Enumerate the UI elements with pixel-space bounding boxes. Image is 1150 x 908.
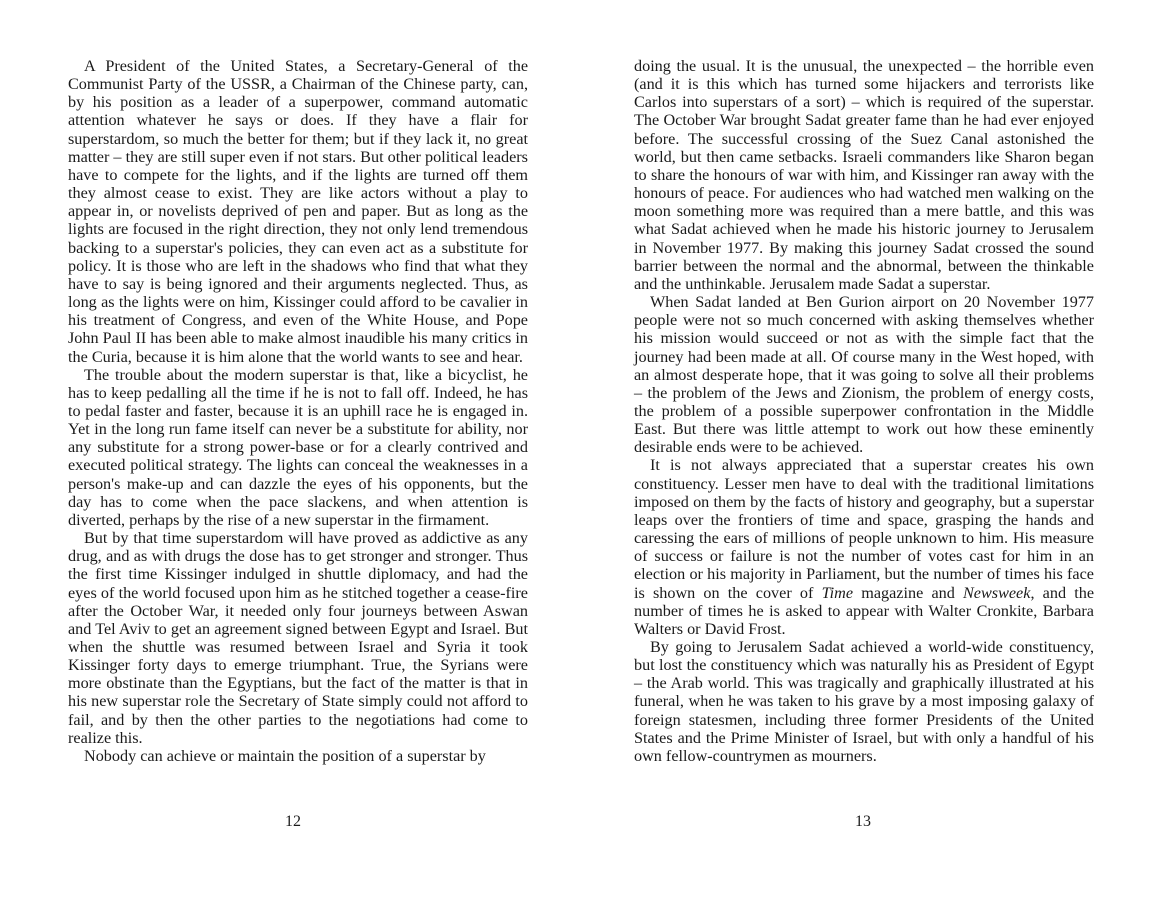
left-page-text <box>68 57 528 765</box>
paragraph: A President of the United States, a Secretary-General of the Communist Party of the USSR, a Chairman of the Chinese party, can, by his position as a leader of a superpower, command automatic attention whatever he says or does. If they have a flair for superstardom, so much the better for them; but if they lack it, no great matter – they are still super even if not stars. But other political leaders have to compete for the lights, and if the lights are turned off them they almost cease to exist. They are like actors without a play to appear in, or novelists deprived of pen and paper. But as long as the lights are focused in the right direction, they not only lend tremendous backing to a superstar's policies, they can even act as a substitute for policy. It is those who are left in the shadows who find that what they have to say is being ignored and their arguments neglected. Thus, as long as the lights were on him, Kissinger could afford to be cavalier in his treatment of Congress, and even of the White House, and Pope John Paul II has been able to make almost inaudible his many critics in the Curia, because it is him alone that the world wants to see and hear. <box>68 57 528 366</box>
paragraph-text: , and the number of times he is asked to appear with Walter Cronkite, Barbara Walters or David Frost. <box>634 583 1094 638</box>
page-number: 13 <box>855 813 871 830</box>
magazine-title-newsweek: Newsweek <box>963 583 1031 602</box>
paragraph: The trouble about the modern superstar is that, like a bicyclist, he has to keep pedalling all the time if he is not to fall off. Indeed, he has to pedal faster and faster, because it is an uphill race he is engaged in. Yet in the long run fame itself can never be a substitute for ability, nor any substitute for a strong power-base or for a clearly contrived and executed political strategy. The lights can conceal the weaknesses in a person's make-up and can dazzle the eyes of his opponents, but the day has to come when the pace slackens, and when attention is diverted, perhaps by the rise of a new superstar in the firmament. <box>68 365 528 529</box>
paragraph-continuation: doing the usual. It is the unusual, the unexpected – the horrible even (and it is this which has turned some hijackers and terrorists like Carlos into superstars of a sort) – which is required of the superstar. The October War brought Sadat greater fame than he had ever enjoyed before. The successful crossing of the Suez Canal astonished the world, but then came setbacks. Israeli commanders like Sharon began to share the honours of war with him, and Kissinger ran away with the honours of peace. For audiences who had watched men walking on the moon something more was required than a mere battle, and this was what Sadat achieved when he made his historic journey to Jerusalem in November 1977. By making this journey Sadat crossed the sound barrier between the normal and the abnormal, between the thinkable and the unthinkable. Jerusalem made Sadat a superstar. <box>634 57 1094 293</box>
paragraph: But by that time superstardom will have proved as addictive as any drug, and as with drugs the dose has to get stronger and stronger. Thus the first time Kissinger indulged in shuttle diplomacy, and had the eyes of the world focused upon him as he stitched together a cease-fire after the October War, it needed only four journeys between Aswan and Tel Aviv to get an agreement signed between Egypt and Israel. But when the shuttle was resumed between Israel and Syria it took Kissinger forty days to emerge triumphant. True, the Syrians were more obstinate than the Egyptians, but the fact of the matter is that in his new superstar role the Secretary of State simply could not afford to fail, and by then the other parties to the negotiations had come to realize this. <box>68 529 528 747</box>
right-page <box>575 0 1150 908</box>
paragraph: Nobody can achieve or maintain the position of a superstar by <box>84 746 486 765</box>
right-page-text <box>634 57 1094 765</box>
paragraph: When Sadat landed at Ben Gurion airport on 20 November 1977 people were not so much concerned with asking themselves whether his mission would succeed or not as with the simple fact that the journey had been made at all. Of course many in the West hoped, with an almost desperate hope, that it was going to solve all their problems – the problem of the Jews and Zionism, the problem of energy costs, the problem of a possible superpower confrontation in the Middle East. But there was little attempt to work out how these eminently desirable ends were to be achieved. <box>634 293 1094 457</box>
magazine-title-time: Time <box>821 583 854 602</box>
paragraph-text: It is not always appreciated that a superstar creates his own constituency. Lesser men have to deal with the traditional limitations imposed on them by the facts of history and geography, but a superstar leaps over the frontiers of time and space, grasping the hands and caressing the ears of millions of people unknown to him. His measure of success or failure is not the number of votes cast for him in an election or his majority in Parliament, but the number of times his face is shown on the cover of <box>634 456 1094 602</box>
page-number: 12 <box>285 813 301 830</box>
paragraph: By going to Jerusalem Sadat achieved a world-wide constituency, but lost the constituency which was naturally his as President of Egypt – the Arab world. This was tragically and graphically illustrated at his funeral, when he was taken to his grave by a most imposing galaxy of foreign statesmen, including three former Presidents of the United States and the Prime Minister of Israel, but with only a handful of his own fellow-countrymen as mourners. <box>634 638 1094 765</box>
paragraph-text: magazine and <box>853 583 963 602</box>
paragraph <box>634 456 1094 638</box>
